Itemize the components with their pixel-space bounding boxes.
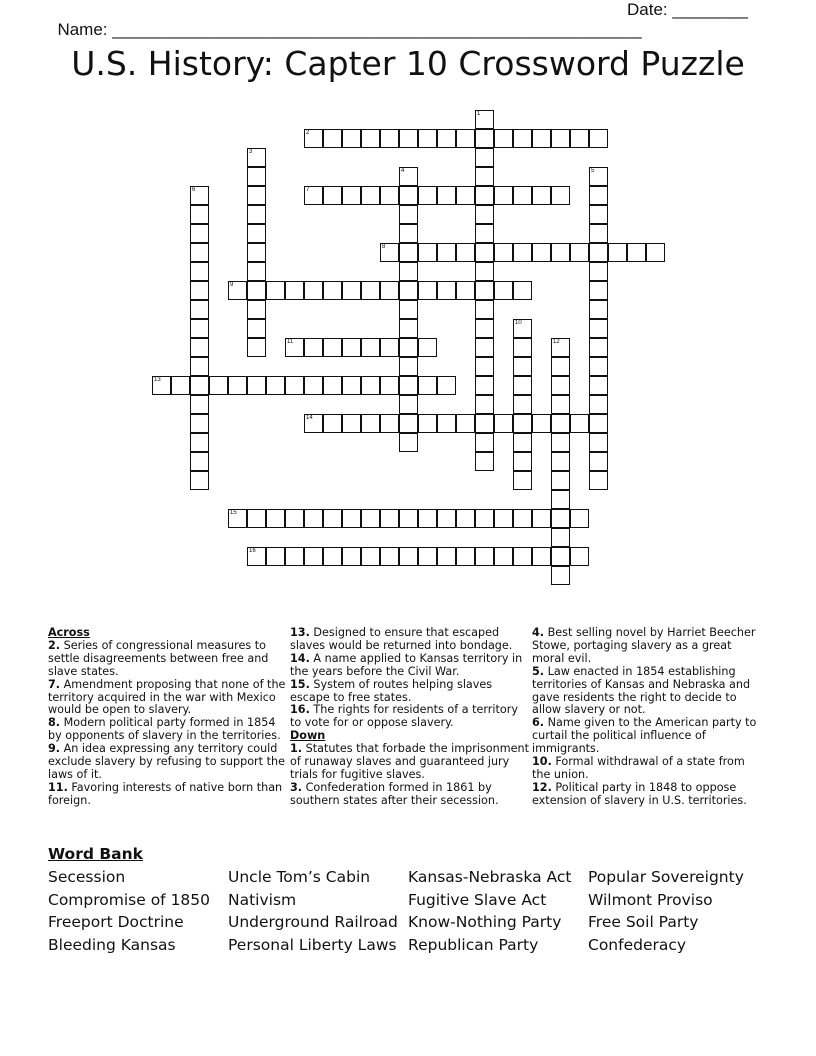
crossword-cell[interactable]: [589, 224, 608, 243]
word-bank-item: Compromise of 1850: [48, 890, 211, 909]
crossword-cell[interactable]: [532, 186, 551, 205]
clue-across-7: 7. Amendment proposing that none of the territory acquired in the war with Mexico would be open to slavery.: [48, 677, 286, 717]
crossword-cell[interactable]: [589, 338, 608, 357]
crossword-cell[interactable]: [456, 414, 475, 433]
crossword-cell[interactable]: [361, 376, 380, 395]
crossword-cell[interactable]: [456, 509, 475, 528]
crossword-cell[interactable]: [475, 186, 494, 205]
crossword-cell[interactable]: [247, 205, 266, 224]
crossword-cell[interactable]: [399, 243, 418, 262]
crossword-cell[interactable]: [456, 243, 475, 262]
crossword-cell[interactable]: [266, 376, 285, 395]
crossword-cell[interactable]: [190, 205, 209, 224]
crossword-cell[interactable]: [247, 262, 266, 281]
crossword-cell[interactable]: [551, 129, 570, 148]
crossword-cell[interactable]: [399, 129, 418, 148]
crossword-cell[interactable]: [228, 281, 247, 300]
crossword-cell[interactable]: [418, 547, 437, 566]
down-heading: Down: [290, 729, 326, 743]
crossword-cell[interactable]: [475, 395, 494, 414]
crossword-cell[interactable]: [323, 186, 342, 205]
crossword-cell[interactable]: [532, 243, 551, 262]
crossword-cell[interactable]: [570, 509, 589, 528]
crossword-cell[interactable]: [361, 281, 380, 300]
crossword-cell[interactable]: [399, 433, 418, 452]
crossword-cell[interactable]: [589, 376, 608, 395]
crossword-cell[interactable]: [475, 129, 494, 148]
crossword-cell[interactable]: [513, 547, 532, 566]
crossword-cell[interactable]: [513, 281, 532, 300]
crossword-cell[interactable]: [589, 262, 608, 281]
crossword-cell[interactable]: [418, 243, 437, 262]
crossword-cell[interactable]: [513, 395, 532, 414]
crossword-cell[interactable]: [247, 281, 266, 300]
clue-across-8: 8. Modern political party formed in 1854 by opponents of slavery in the territories.: [48, 716, 281, 743]
crossword-cell[interactable]: [475, 281, 494, 300]
crossword-cell[interactable]: [456, 547, 475, 566]
clue-down-5: 5. Law enacted in 1854 establishing territories of Kansas and Nebraska and gave residents the right to decide to allow slavery or not.: [532, 664, 751, 717]
crossword-cell[interactable]: [323, 281, 342, 300]
crossword-cell[interactable]: [551, 395, 570, 414]
clue-across-16: 16. The rights for residents of a territory to vote for or oppose slavery.: [290, 703, 518, 730]
crossword-cell[interactable]: [513, 319, 532, 338]
crossword-cell[interactable]: [437, 509, 456, 528]
crossword-cell[interactable]: [551, 357, 570, 376]
crossword-cell[interactable]: [247, 243, 266, 262]
crossword-cell[interactable]: [361, 414, 380, 433]
crossword-cell[interactable]: [551, 509, 570, 528]
crossword-cell[interactable]: [152, 376, 171, 395]
clue-number: 5: [591, 168, 595, 174]
crossword-cell[interactable]: [532, 547, 551, 566]
crossword-cell[interactable]: [323, 509, 342, 528]
crossword-cell[interactable]: [589, 414, 608, 433]
word-bank-item: Fugitive Slave Act: [408, 890, 547, 909]
crossword-cell[interactable]: [551, 490, 570, 509]
crossword-cell[interactable]: [285, 547, 304, 566]
clue-down-1: 1. Statutes that forbade the imprisonment of runaway slaves and guaranteed jury trials for fugitive slaves.: [290, 742, 529, 781]
crossword-cell[interactable]: [475, 110, 494, 129]
crossword-cell[interactable]: [475, 509, 494, 528]
clue-across-2: 2. Series of congressional measures to settle disagreements between free and slave states.: [48, 638, 269, 678]
clue-across-13: 13. Designed to ensure that escaped slaves would be returned into bondage.: [290, 626, 513, 652]
crossword-cell[interactable]: [285, 376, 304, 395]
crossword-cell[interactable]: [304, 414, 323, 433]
word-bank-title: Word Bank: [48, 845, 143, 863]
crossword-cell[interactable]: [380, 414, 399, 433]
crossword-cell[interactable]: [513, 433, 532, 452]
crossword-cell[interactable]: [513, 243, 532, 262]
crossword-cell[interactable]: [475, 319, 494, 338]
crossword-cell[interactable]: [570, 414, 589, 433]
word-bank-grid: [48, 866, 788, 957]
crossword-cell[interactable]: [475, 148, 494, 167]
crossword-cell[interactable]: [513, 414, 532, 433]
clue-across-15: 15. System of routes helping slaves escape to free states.: [290, 677, 493, 704]
crossword-cell[interactable]: [589, 243, 608, 262]
crossword-cell[interactable]: [304, 129, 323, 148]
crossword-cell[interactable]: [570, 129, 589, 148]
crossword-cell[interactable]: [399, 300, 418, 319]
crossword-cell[interactable]: [285, 509, 304, 528]
word-bank-item: Confederacy: [588, 936, 687, 955]
crossword-cell[interactable]: [190, 186, 209, 205]
crossword-cell[interactable]: [399, 205, 418, 224]
clue-number: 3: [249, 149, 253, 155]
crossword-cell[interactable]: [190, 357, 209, 376]
crossword-cell[interactable]: [399, 186, 418, 205]
clues-column-3: [532, 627, 762, 808]
crossword-cell[interactable]: [342, 376, 361, 395]
clue-number: 14: [306, 415, 313, 421]
crossword-cell[interactable]: [342, 129, 361, 148]
crossword-cell[interactable]: [589, 300, 608, 319]
crossword-cell[interactable]: [342, 338, 361, 357]
crossword-cell[interactable]: [418, 338, 437, 357]
crossword-cell[interactable]: [190, 452, 209, 471]
crossword-cell[interactable]: [456, 129, 475, 148]
word-bank-item: Wilmont Proviso: [588, 890, 713, 909]
word-bank-item: Republican Party: [408, 936, 539, 955]
crossword-cell[interactable]: [513, 129, 532, 148]
crossword-cell[interactable]: [646, 243, 665, 262]
crossword-cell[interactable]: [475, 205, 494, 224]
crossword-cell[interactable]: [475, 433, 494, 452]
crossword-cell[interactable]: [190, 433, 209, 452]
crossword-cell[interactable]: [532, 414, 551, 433]
crossword-cell[interactable]: [418, 186, 437, 205]
crossword-cell[interactable]: [323, 376, 342, 395]
crossword-cell[interactable]: [513, 186, 532, 205]
crossword-cell[interactable]: [380, 376, 399, 395]
clue-number: 10: [515, 320, 522, 326]
crossword-cell[interactable]: [475, 262, 494, 281]
clue-number: 16: [249, 548, 256, 554]
crossword-cell[interactable]: [456, 281, 475, 300]
crossword-cell[interactable]: [418, 281, 437, 300]
crossword-cell[interactable]: [456, 186, 475, 205]
crossword-cell[interactable]: [589, 471, 608, 490]
crossword-cell[interactable]: [399, 414, 418, 433]
crossword-cell[interactable]: [494, 281, 513, 300]
crossword-cell[interactable]: [551, 528, 570, 547]
crossword-cell[interactable]: [437, 376, 456, 395]
crossword-cell[interactable]: [494, 509, 513, 528]
clue-down-12: 12. Political party in 1848 to oppose extension of slavery in U.S. territories.: [532, 780, 747, 807]
word-bank-item: Bleeding Kansas: [48, 936, 176, 955]
crossword-cell[interactable]: [361, 338, 380, 357]
crossword-cell[interactable]: [171, 376, 190, 395]
clue-number: 13: [154, 377, 161, 383]
crossword-cell[interactable]: [494, 129, 513, 148]
word-bank-item: Secession: [48, 868, 126, 886]
crossword-cell[interactable]: [399, 376, 418, 395]
crossword-cell[interactable]: [247, 186, 266, 205]
crossword-cell[interactable]: [190, 414, 209, 433]
crossword-cell[interactable]: [190, 300, 209, 319]
crossword-cell[interactable]: [323, 547, 342, 566]
crossword-cell[interactable]: [190, 243, 209, 262]
crossword-cell[interactable]: [513, 357, 532, 376]
clue-number: 6: [192, 187, 196, 193]
crossword-cell[interactable]: [418, 129, 437, 148]
crossword-cell[interactable]: [475, 224, 494, 243]
crossword-cell[interactable]: [247, 547, 266, 566]
crossword-cell[interactable]: [551, 376, 570, 395]
across-heading: Across: [48, 626, 90, 639]
crossword-cell[interactable]: [266, 547, 285, 566]
crossword-cell[interactable]: [323, 129, 342, 148]
crossword-cell[interactable]: [342, 509, 361, 528]
crossword-cell[interactable]: [589, 205, 608, 224]
clue-number: 12: [553, 339, 560, 345]
word-bank-item: Nativism: [228, 890, 297, 909]
crossword-cell[interactable]: [380, 186, 399, 205]
crossword-cell[interactable]: [342, 414, 361, 433]
crossword-cell[interactable]: [532, 129, 551, 148]
word-bank-item: Personal Liberty Laws: [228, 936, 397, 955]
crossword-cell[interactable]: [551, 452, 570, 471]
crossword-cell[interactable]: [494, 414, 513, 433]
crossword-cell[interactable]: [475, 414, 494, 433]
crossword-cell[interactable]: [399, 357, 418, 376]
crossword-cell[interactable]: [247, 148, 266, 167]
crossword-cell[interactable]: [380, 243, 399, 262]
crossword-cell[interactable]: [190, 395, 209, 414]
crossword-cell[interactable]: [475, 338, 494, 357]
crossword-cell[interactable]: [589, 281, 608, 300]
crossword-cell[interactable]: [551, 471, 570, 490]
crossword-cell[interactable]: [570, 243, 589, 262]
crossword-cell[interactable]: [589, 319, 608, 338]
crossword-cell[interactable]: [399, 167, 418, 186]
crossword-cell[interactable]: [190, 224, 209, 243]
crossword-cell[interactable]: [475, 452, 494, 471]
crossword-cell[interactable]: [475, 167, 494, 186]
crossword-cell[interactable]: [494, 243, 513, 262]
crossword-cell[interactable]: [190, 376, 209, 395]
crossword-cell[interactable]: [513, 452, 532, 471]
crossword-cell[interactable]: [437, 281, 456, 300]
clue-number: 1: [477, 111, 481, 117]
crossword-cell[interactable]: [361, 547, 380, 566]
crossword-cell[interactable]: [342, 186, 361, 205]
crossword-cell[interactable]: [418, 414, 437, 433]
crossword-cell[interactable]: [551, 243, 570, 262]
clue-down-3: 3. Confederation formed in 1861 by southern states after their secession.: [290, 780, 499, 807]
crossword-cell[interactable]: [247, 167, 266, 186]
page-title: U.S. History: Capter 10 Crossword Puzzle: [71, 44, 745, 83]
clue-number: 2: [306, 130, 310, 136]
clue-across-11: 11. Favoring interests of native born than foreign.: [48, 780, 283, 807]
crossword-cell[interactable]: [304, 509, 323, 528]
crossword-cell[interactable]: [285, 281, 304, 300]
crossword-cell[interactable]: [361, 129, 380, 148]
crossword-cell[interactable]: [551, 186, 570, 205]
crossword-cell[interactable]: [228, 509, 247, 528]
crossword-cell[interactable]: [551, 566, 570, 585]
crossword-cell[interactable]: [513, 338, 532, 357]
crossword-cell[interactable]: [513, 376, 532, 395]
crossword-cell[interactable]: [589, 452, 608, 471]
clues-column-2: [290, 627, 530, 808]
clue-across-14: 14. A name applied to Kansas territory in the years before the Civil War.: [290, 651, 523, 678]
crossword-cell[interactable]: [266, 281, 285, 300]
clue-number: 4: [401, 168, 405, 174]
crossword-cell[interactable]: [437, 129, 456, 148]
crossword-cell[interactable]: [437, 414, 456, 433]
crossword-cell[interactable]: [475, 376, 494, 395]
crossword-cell[interactable]: [551, 414, 570, 433]
crossword-cell[interactable]: [589, 395, 608, 414]
clue-across-9: 9. An idea expressing any territory could exclude slavery by refusing to support the laws of it.: [48, 742, 285, 781]
word-bank-item: Popular Sovereignty: [588, 868, 744, 886]
crossword-cell[interactable]: [513, 509, 532, 528]
crossword-cell[interactable]: [418, 376, 437, 395]
crossword-cell[interactable]: [494, 547, 513, 566]
crossword-cell[interactable]: [190, 319, 209, 338]
crossword-cell[interactable]: [513, 471, 532, 490]
crossword-cell[interactable]: [399, 547, 418, 566]
crossword-cell[interactable]: [342, 547, 361, 566]
crossword-cell[interactable]: [380, 281, 399, 300]
crossword-cell[interactable]: [494, 186, 513, 205]
clue-number: 8: [382, 244, 386, 250]
word-bank-item: Free Soil Party: [588, 913, 699, 932]
word-bank-item: Freeport Doctrine: [48, 913, 184, 932]
crossword-cell[interactable]: [190, 338, 209, 357]
crossword-cell[interactable]: [190, 471, 209, 490]
crossword-cell[interactable]: [589, 433, 608, 452]
crossword-cell[interactable]: [399, 395, 418, 414]
crossword-cell[interactable]: [551, 547, 570, 566]
clue-number: 9: [230, 282, 234, 288]
crossword-cell[interactable]: [266, 509, 285, 528]
clue-down-6: 6. Name given to the American party to curtail the political influence of immigrants.: [532, 716, 757, 756]
crossword-cell[interactable]: [532, 509, 551, 528]
crossword-cell[interactable]: [380, 547, 399, 566]
word-bank-item: Uncle Tom’s Cabin: [228, 868, 371, 886]
crossword-cell[interactable]: [399, 509, 418, 528]
crossword-cell[interactable]: [437, 547, 456, 566]
crossword-cell[interactable]: [304, 547, 323, 566]
crossword-cell[interactable]: [475, 547, 494, 566]
crossword-cell[interactable]: [304, 186, 323, 205]
crossword-cell[interactable]: [475, 300, 494, 319]
crossword-cell[interactable]: [437, 186, 456, 205]
crossword-cell[interactable]: [589, 167, 608, 186]
crossword-cell[interactable]: [608, 243, 627, 262]
crossword-cell[interactable]: [380, 338, 399, 357]
crossword-cell[interactable]: [190, 281, 209, 300]
crossword-cell[interactable]: [304, 376, 323, 395]
clue-number: 11: [287, 339, 294, 345]
name-field[interactable]: Name: ________________________________________________________: [57, 20, 642, 39]
crossword-cell[interactable]: [247, 224, 266, 243]
crossword-cell[interactable]: [475, 243, 494, 262]
clue-down-4: 4. Best selling novel by Harriet Beecher Stowe, portaging slavery as a great moral evil.: [532, 626, 756, 665]
word-bank-item: Know-Nothing Party: [408, 913, 562, 932]
crossword-cell[interactable]: [361, 509, 380, 528]
crossword-cell[interactable]: [228, 376, 247, 395]
word-bank-item: Kansas-Nebraska Act: [408, 868, 572, 886]
crossword-cell[interactable]: [589, 357, 608, 376]
clue-number: 15: [230, 510, 237, 516]
crossword-cell[interactable]: [247, 509, 266, 528]
crossword-cell[interactable]: [627, 243, 646, 262]
crossword-cell[interactable]: [589, 129, 608, 148]
crossword-cell[interactable]: [399, 281, 418, 300]
crossword-cell[interactable]: [304, 281, 323, 300]
date-field[interactable]: Date: ________: [627, 0, 748, 19]
crossword-cell[interactable]: [247, 338, 266, 357]
crossword-cell[interactable]: [285, 338, 304, 357]
crossword-cell[interactable]: [247, 319, 266, 338]
crossword-cell[interactable]: [399, 224, 418, 243]
crossword-cell[interactable]: [361, 186, 380, 205]
crossword-cell[interactable]: [304, 338, 323, 357]
clue-number: 7: [306, 187, 310, 193]
crossword-cell[interactable]: [323, 414, 342, 433]
word-bank: [48, 845, 788, 957]
crossword-cell[interactable]: [570, 547, 589, 566]
crossword-cell[interactable]: [551, 338, 570, 357]
crossword-cell[interactable]: [209, 376, 228, 395]
crossword-cell[interactable]: [247, 376, 266, 395]
crossword-cell[interactable]: [380, 129, 399, 148]
crossword-cell[interactable]: [437, 243, 456, 262]
crossword-cell[interactable]: [399, 262, 418, 281]
crossword-cell[interactable]: [380, 509, 399, 528]
crossword-cell[interactable]: [190, 262, 209, 281]
crossword-cell[interactable]: [399, 338, 418, 357]
crossword-cell[interactable]: [475, 357, 494, 376]
crossword-cell[interactable]: [247, 300, 266, 319]
word-bank-item: Underground Railroad: [228, 913, 398, 932]
crossword-cell[interactable]: [342, 281, 361, 300]
crossword-cell[interactable]: [323, 338, 342, 357]
crossword-cell[interactable]: [589, 186, 608, 205]
crossword-cell[interactable]: [399, 319, 418, 338]
clue-down-10: 10. Formal withdrawal of a state from the union.: [532, 755, 745, 781]
crossword-cell[interactable]: [551, 433, 570, 452]
clues-column-1: [48, 627, 288, 808]
crossword-cell[interactable]: [418, 509, 437, 528]
